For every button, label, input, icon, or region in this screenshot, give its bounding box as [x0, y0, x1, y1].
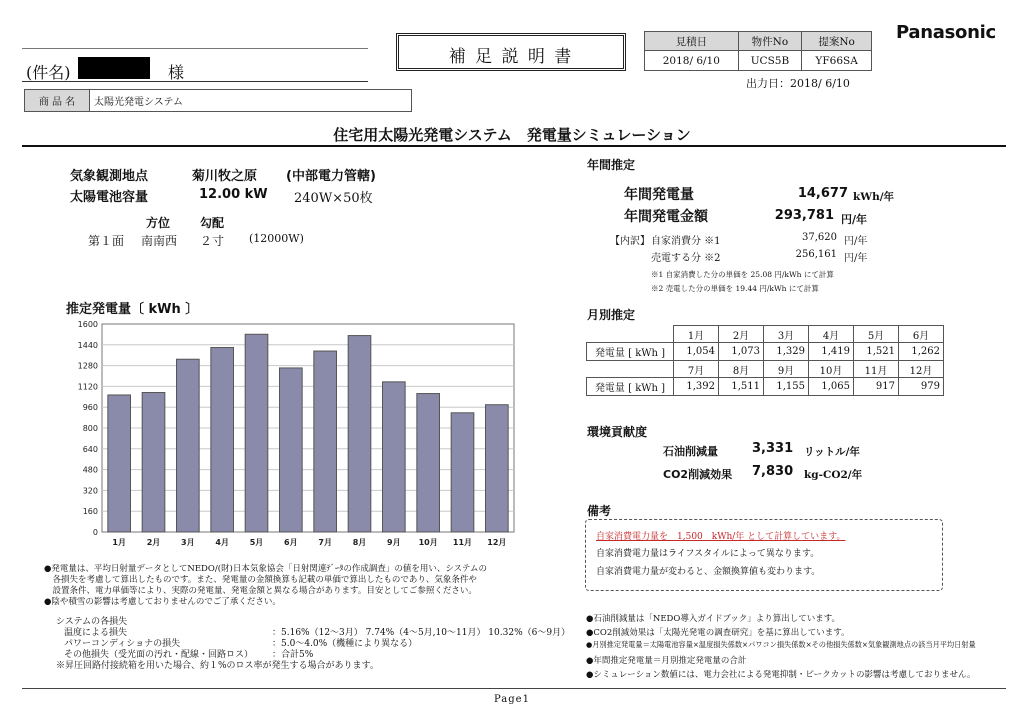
note-left-3: 設置条件、電力単価等により、実際の発電量、発電金額と異なる場合があります。目安としてご参照ください。 [44, 586, 477, 596]
month-value: 1,419 [809, 343, 854, 361]
monthly-table [586, 325, 944, 396]
chart-y-tick-label: 480 [82, 465, 98, 475]
chart-bar [451, 413, 474, 532]
sell-unit: 円/年 [844, 253, 868, 264]
chart-x-tick-label: 2月 [146, 538, 161, 547]
month-header: 6月 [899, 326, 944, 343]
location-label: 気象観測地点 [70, 169, 149, 184]
chart-x-tick-label: 7月 [318, 538, 332, 547]
note-left-2: 各損失を考慮して算出したものです。また、発電量の金額換算も記載の単価で算出したものであり、気象条件や [44, 575, 477, 585]
doc-title: 補 足 説 明 書 [448, 47, 574, 67]
month-value: 979 [899, 378, 944, 396]
unit-price-note-1: ※1 自家消費した分の単価を 25.08 円/kWh にて計算 [651, 270, 834, 279]
chart-x-tick-label: 8月 [352, 538, 367, 547]
loss-other-label: その他損失（受光面の汚れ・配線・回路ロス） [64, 650, 254, 660]
note-right-4: ●年間推定発電量＝月別推定発電量の合計 [586, 656, 747, 666]
chart-y-tick-label: 0 [92, 528, 98, 537]
face-watts: (12000W) [249, 232, 304, 245]
self-consume-unit: 円/年 [844, 236, 868, 247]
subject-line [22, 48, 368, 82]
chart-y-tick-label: 1120 [77, 382, 98, 392]
monthly-section-title: 月別推定 [587, 308, 636, 322]
environment-section-title: 環境貢献度 [587, 425, 648, 439]
month-value: 1,155 [764, 378, 809, 396]
annual-gen-unit: kWh/年 [853, 191, 895, 203]
month-header: 3月 [764, 326, 809, 343]
month-value: 1,054 [674, 343, 719, 361]
chart-x-tick-label: 4月 [215, 538, 229, 547]
remarks-highlight: 自家消費電力量を 1,500 kWh/年 として計算しています。 [596, 532, 846, 542]
honorific: 様 [168, 63, 185, 82]
chart-bar [177, 359, 200, 532]
oil-unit: リットル/年 [804, 446, 860, 458]
month-header: 4月 [809, 326, 854, 343]
meta-property: UCS5B [738, 51, 802, 71]
month-header: 5月 [854, 326, 899, 343]
loss-footnote: ※昇圧回路付接続箱を用いた場合、約１%のロス率が発生する場合があります。 [56, 661, 379, 671]
loss-temp-label: 温度による損失 [64, 628, 128, 638]
chart-bar [280, 368, 303, 532]
chart-x-tick-label: 9月 [387, 538, 401, 547]
main-title: 住宅用太陽光発電システム 発電量シミュレーション [333, 126, 691, 144]
location-area: (中部電力管轄) [286, 169, 376, 184]
oil-label: 石油削減量 [663, 445, 718, 458]
meta-header-proposal: 提案No [802, 32, 872, 51]
month-value: 1,329 [764, 343, 809, 361]
note-left-4: ●陰や積雪の影響は考慮しておりませんのでご了承ください。 [44, 597, 281, 607]
note-right-5: ●シミュレーション数値には、電力会社による発電抑制・ピークカットの影響は考慮しておりません。 [586, 670, 976, 680]
note-right-1: ●石油削減量は「NEDO導入ガイドブック」より算出しています。 [586, 614, 841, 624]
chart-bar [142, 393, 165, 532]
chart-bar [383, 382, 406, 532]
chart-y-tick-label: 800 [82, 424, 98, 433]
annual-amount-label: 年間発電金額 [624, 209, 708, 225]
chart-y-tick-label: 960 [82, 403, 98, 413]
meta-header-date: 見積日 [645, 32, 739, 51]
chart-x-tick-label: 12月 [487, 538, 507, 547]
loss-other-value: ：合計5% [272, 650, 314, 660]
losses-title: システムの各損失 [56, 617, 128, 627]
chart-y-tick-label: 320 [82, 486, 98, 496]
breakdown-tag: 【内訳】 [610, 236, 650, 247]
annual-section-title: 年間推定 [587, 158, 636, 172]
note-right-3: ●月別推定発電量＝太陽電池容量×温度損失係数×パワコン損失係数×その他損失係数×気象観測地点の該当月平均日射量 [586, 640, 976, 649]
month-header: 10月 [809, 361, 854, 378]
annual-gen-label: 年間発電量 [624, 187, 694, 203]
month-value: 1,065 [809, 378, 854, 396]
month-header: 9月 [764, 361, 809, 378]
unit-price-note-2: ※2 売電した分の単価を 19.44 円/kWh にて計算 [651, 284, 819, 293]
chart-y-tick-label: 160 [82, 507, 98, 517]
meta-proposal: YF66SA [802, 51, 872, 71]
chart-y-tick-label: 1600 [77, 320, 98, 329]
month-value: 1,073 [719, 343, 764, 361]
chart-x-tick-label: 5月 [249, 538, 264, 547]
month-header: 7月 [674, 361, 719, 378]
co2-value: 7,830 [752, 464, 794, 479]
meta-date: 2018/ 6/10 [645, 51, 739, 71]
co2-label: CO2削減効果 [663, 468, 733, 481]
self-consume-value: 37,620 [802, 232, 837, 243]
generation-bar-chart [62, 316, 522, 556]
chart-title: 推定発電量〔 kWh 〕 [66, 302, 199, 317]
monthly-corner [587, 361, 674, 378]
chart-x-tick-label: 1月 [112, 538, 126, 547]
chart-bar [245, 334, 268, 532]
location-value: 菊川牧之原 [192, 169, 258, 184]
note-right-2: ●CO2削減効果は「太陽光発電の調査研究」を基に算出しています。 [586, 628, 850, 638]
face-label: 第１面 [88, 234, 125, 248]
chart-x-tick-label: 6月 [284, 538, 298, 547]
brand-logo: Panasonic [896, 22, 996, 43]
product-table [24, 89, 412, 112]
chart-x-tick-label: 10月 [418, 538, 438, 547]
output-date: 出力日：2018/ 6/10 [746, 77, 850, 90]
chart-bar [211, 348, 234, 532]
sell-value: 256,161 [795, 249, 837, 260]
chart-bar [108, 395, 131, 532]
month-value: 1,262 [899, 343, 944, 361]
capacity-label: 太陽電池容量 [70, 190, 149, 205]
sell-label: 売電する分 ※2 [651, 253, 721, 264]
product-name: 太陽光発電システム [90, 90, 412, 112]
remarks-line-3: 自家消費電力量が変わると、金額換算値も変わります。 [596, 567, 821, 577]
capacity-value: 12.00 kW [199, 187, 268, 202]
chart-x-tick-label: 11月 [452, 538, 473, 547]
note-left-1: ●発電量は、平均日射量データとしてNEDO/(財)日本気象協会「日射関連ﾃﾞｰﾀの作成調査」の値を用い、システムの [44, 564, 487, 574]
chart-bar [348, 336, 371, 532]
chart-x-tick-label: 3月 [181, 538, 195, 547]
face-direction: 南南西 [141, 234, 178, 248]
annual-amount-unit: 円/年 [841, 213, 868, 226]
loss-temp-value: ：5.16%（12～3月） 7.74%（4～5月,10～11月） 10.32%（6～9月） [272, 628, 571, 638]
product-label: 商 品 名 [25, 90, 90, 112]
month-header: 2月 [719, 326, 764, 343]
monthly-row-label: 発電量 [ kWh ] [587, 378, 674, 396]
month-value: 1,521 [854, 343, 899, 361]
chart-bar [314, 351, 337, 532]
annual-amount-value: 293,781 [774, 208, 834, 223]
meta-header-property: 物件No [738, 32, 802, 51]
title-rule [22, 145, 1006, 147]
subject-label: (件名) [26, 63, 71, 82]
chart-y-tick-label: 1280 [77, 361, 98, 371]
co2-unit: kg-CO2/年 [804, 469, 863, 481]
chart-y-tick-label: 1440 [77, 340, 98, 350]
monthly-corner [587, 326, 674, 343]
redacted-name [78, 57, 150, 79]
month-header: 1月 [674, 326, 719, 343]
slope-header: 勾配 [200, 216, 225, 230]
face-slope: ２寸 [200, 234, 225, 248]
page-number: Page1 [494, 694, 530, 705]
footer-rule [22, 688, 1006, 689]
loss-pcs-label: パワーコンディショナの損失 [64, 639, 181, 649]
meta-table [644, 31, 872, 71]
remarks-section-title: 備考 [587, 504, 612, 518]
month-header: 12月 [899, 361, 944, 378]
annual-gen-value: 14,677 [797, 186, 848, 201]
capacity-detail: 240W×50枚 [294, 191, 373, 206]
month-value: 1,511 [719, 378, 764, 396]
month-value: 1,392 [674, 378, 719, 396]
self-consume-label: 自家消費分 ※1 [651, 236, 721, 247]
monthly-row-label: 発電量 [ kWh ] [587, 343, 674, 361]
month-header: 11月 [854, 361, 899, 378]
month-value: 917 [854, 378, 899, 396]
month-header: 8月 [719, 361, 764, 378]
loss-pcs-value: ：5.0～4.0%（機種により異なる） [272, 639, 418, 649]
direction-header: 方位 [146, 216, 171, 230]
chart-bar [417, 394, 440, 532]
remarks-line-2: 自家消費電力量はライフスタイルによって異なります。 [596, 549, 820, 559]
chart-bar [486, 405, 509, 532]
chart-y-tick-label: 640 [82, 444, 98, 454]
oil-value: 3,331 [752, 441, 794, 456]
